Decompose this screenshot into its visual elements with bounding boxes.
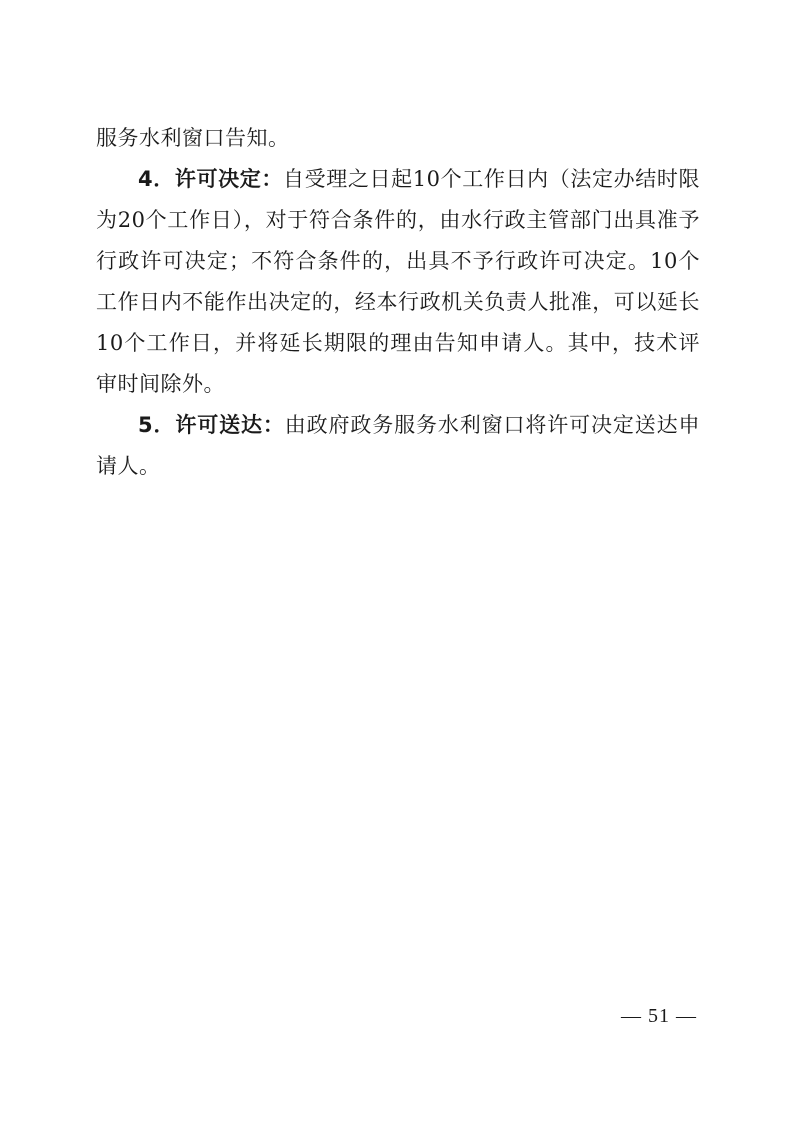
paragraph-text: 服务水利窗口告知。 — [96, 126, 290, 150]
paragraph-label: 5．许可送达： — [138, 413, 285, 437]
paragraph-text: 自受理之日起10个工作日内（法定办结时限为20个工作日），对于符合条件的，由水行政主管部门出具准予行政许可决定；不符合条件的，出具不予行政许可决定。10个工作日内不能作出决定的，经本行政机关负责人批准，可以延长10个工作日，并将延长期限的理由告知申请人。其中，技术评审时间除外。 — [96, 167, 700, 396]
body-text — [96, 118, 700, 487]
paragraph-permit-decision — [96, 159, 700, 405]
paragraph-continuation — [96, 118, 700, 159]
page-number: — 51 — — [621, 1005, 697, 1027]
paragraph-permit-delivery — [96, 405, 700, 487]
paragraph-text: 由政府政务服务水利窗口将许可决定送达申请人。 — [96, 413, 700, 478]
paragraph-label: 4．许可决定： — [138, 167, 283, 191]
